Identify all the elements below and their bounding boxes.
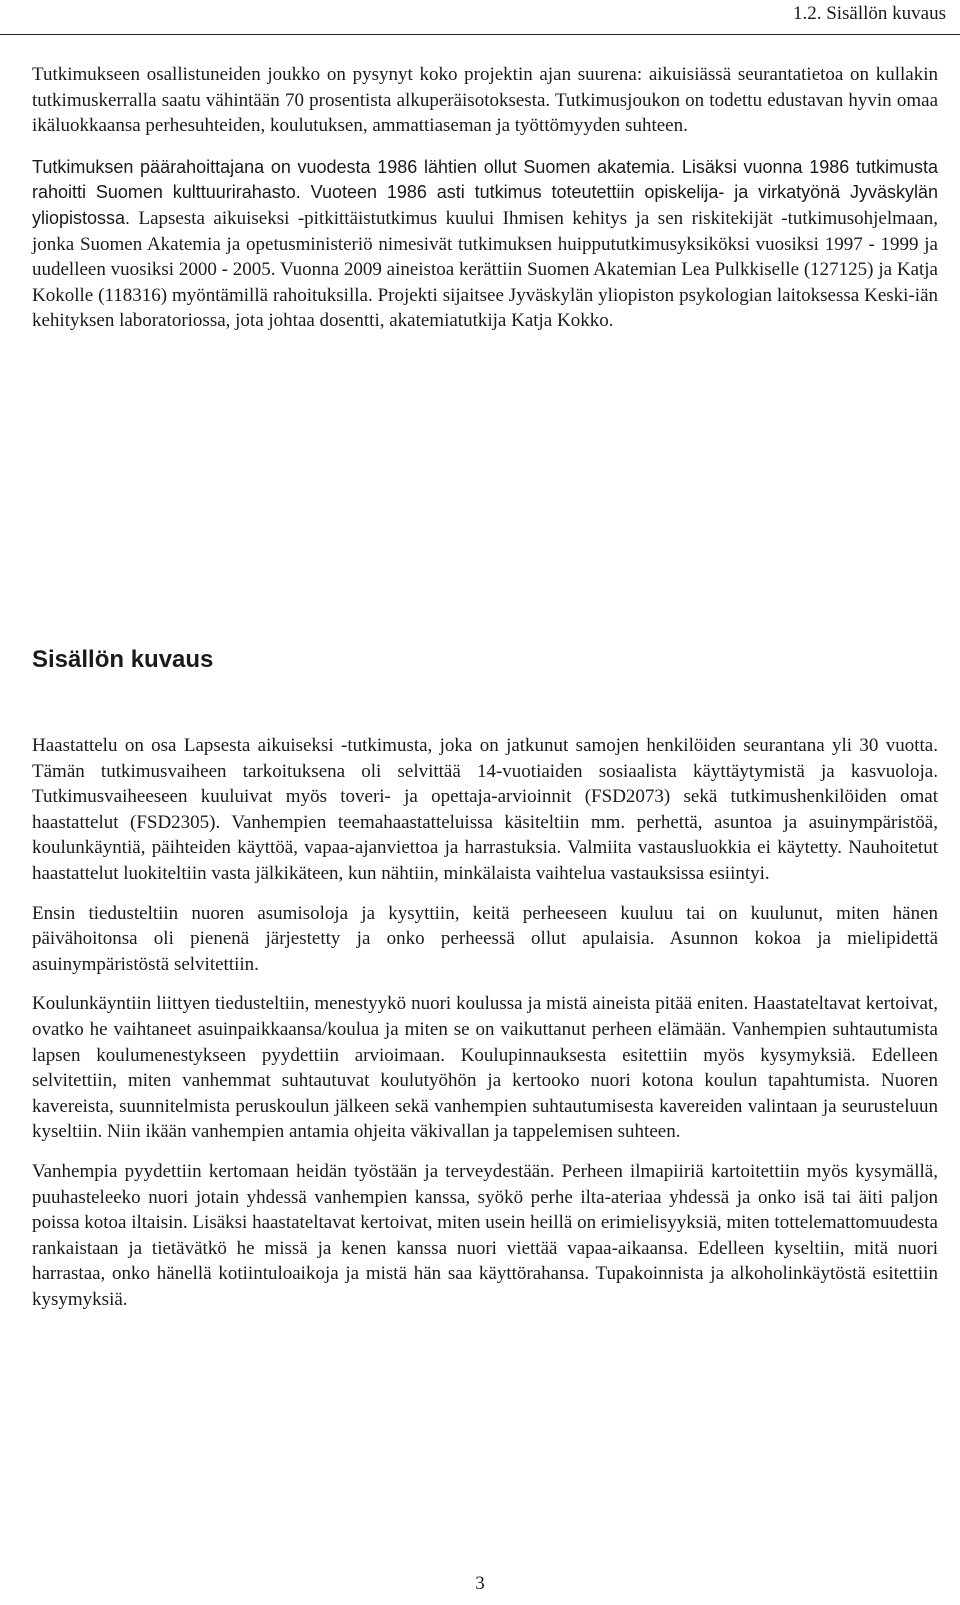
section-paragraph: Haastattelu on osa Lapsesta aikuiseksi -tutkimusta, joka on jatkunut samojen henkilöiden seurantana yli 30 vuotta. Tämän tutkimusvaiheen tarkoituksena oli selvittää 14-vuotiaiden sosiaalista käyttäytymistä ja kasvuoloja. Tutkimusvaiheeseen kuuluivat myös toveri- ja opettaja-arvioinnit (FSD2073) sekä tutkimushenkilöiden omat haastattelut (FSD2305). Vanhempien teemahaastatteluissa käsiteltiin mm. perhettä, asuntoa ja asuinympäristöä, koulunkäyntiä, päihteiden käyttöä, vapaa-ajanviettoa ja harrastuksia. Valmiita vastausluokkia ei käytetty. Nauhoitetut haastattelut luokiteltiin vasta jälkikäteen, kun nähtiin, minkälaista vaihtelua vastauksissa esiintyi. [32, 735, 938, 884]
section-paragraph: Vanhempia pyydettiin kertomaan heidän työstään ja terveydestään. Perheen ilmapiiriä kartoitettiin myös kysymällä, puuhasteleeko nuori jotain yhdessä vanhempien kanssa, syökö perhe ilta-ateriaa yhdessä ja onko isä tai äiti paljon poissa kotoa iltaisin. Lisäksi haastateltavat kertoivat, miten usein heillä on erimielisyyksiä, miten tottelemattomuudesta rankaistaan ja tietävätkö he missä ja kenen kanssa nuori viettää vapaa-aikaansa. Edelleen kyseltiin, mitä nuori harrastaa, onko hänellä kotiintuloaikoja ja mistä hän saa käyttörahansa. Tupakoinnista ja alkoholinkäytöstä esitettiin kysymyksiä. [32, 1160, 938, 1310]
section-heading: Sisällön kuvaus [32, 646, 214, 673]
funding-sans-text: Tutkimuksen päärahoittajana on vuodesta 1986 lähtien ollut Suomen akatemia. Lisäksi vuonna 1986 tutkimusta rahoitti Suomen kulttuurirahasto. Vuoteen 1986 asti tutkimus toteutettiin opiskelija- ja virkatyönä Jyväskylän yliopistossa. [32, 156, 938, 228]
intro-paragraph-sample: Tutkimukseen osallistuneiden joukko on pysynyt koko projektin ajan suurena: aikuisiässä seurantatietoa on kullakin tutkimuskerralla saatu vähintään 70 prosentista alkuperäisotoksesta. Tutkimusjoukon on todettu edustavan hyvin omaa ikäluokkaansa perhesuhteiden, koulutuksen, ammattiaseman ja työttömyyden suhteen. [32, 64, 938, 137]
section-body [32, 733, 938, 1312]
section-paragraph: Ensin tiedusteltiin nuoren asumisoloja ja kysyttiin, keitä perheeseen kuuluu tai on kuulunut, miten hänen päivähoitonsa oli pienenä järjestetty ja onko perheessä ollut apulaisia. Asunnon kokoa ja mielipidettä asuinympäristöstä selvitettiin. [32, 902, 938, 975]
funding-serif-text: Lapsesta aikuiseksi -pitkittäistutkimus kuului Ihmisen kehitys ja sen riskitekijät -tutkimusohjelmaan, jonka Suomen Akatemia ja opetusministeriö nimesivät tutkimuksen huippututkimusyksiköksi vuosiksi 1997 - 1999 ja uudelleen vuosiksi 2000 - 2005. Vuonna 2009 aineistoa kerättiin Suomen Akatemian Lea Pulkkiselle (127125) ja Katja Kokolle (118316) myöntämillä rahoituksilla. Projekti sijaitsee Jyväskylän yliopiston psykologian laitoksessa Keski-iän kehityksen laboratoriossa, jota johtaa dosentti, akatemiatutkija Katja Kokko. [32, 207, 938, 332]
intro-paragraph-funding [32, 155, 938, 334]
section-paragraph: Koulunkäyntiin liittyen tiedusteltiin, menestyykö nuori koulussa ja mistä aineista pitää eniten. Haastateltavat kertoivat, ovatko he vaihtaneet asuinpaikkaansa/koulua ja miten se on vaikuttanut perheen elämään. Vanhempien suhtautumista lapsen koulumenestykseen pyydettiin arvioimaan. Koulupinnauksesta esitettiin myös kysymyksiä. Edelleen selvitettiin, miten vanhemmat suhtautuvat koulutyöhön ja kertooko nuori kotona koulun tapahtumista. Nuoren kavereista, suunnitelmista peruskoulun jälkeen sekä vanhempien suhtautumisesta kavereiden valintaan ja seurusteluun kyseltiin. Niin ikään vanhempien antamia ohjeita väkivallan ja tappelemisen suhteen. [32, 993, 938, 1143]
intro-text [32, 62, 938, 334]
header-rule [0, 34, 960, 35]
running-head-title: 1.2. Sisällön kuvaus [792, 3, 946, 24]
page-number: 3 [475, 1573, 485, 1594]
